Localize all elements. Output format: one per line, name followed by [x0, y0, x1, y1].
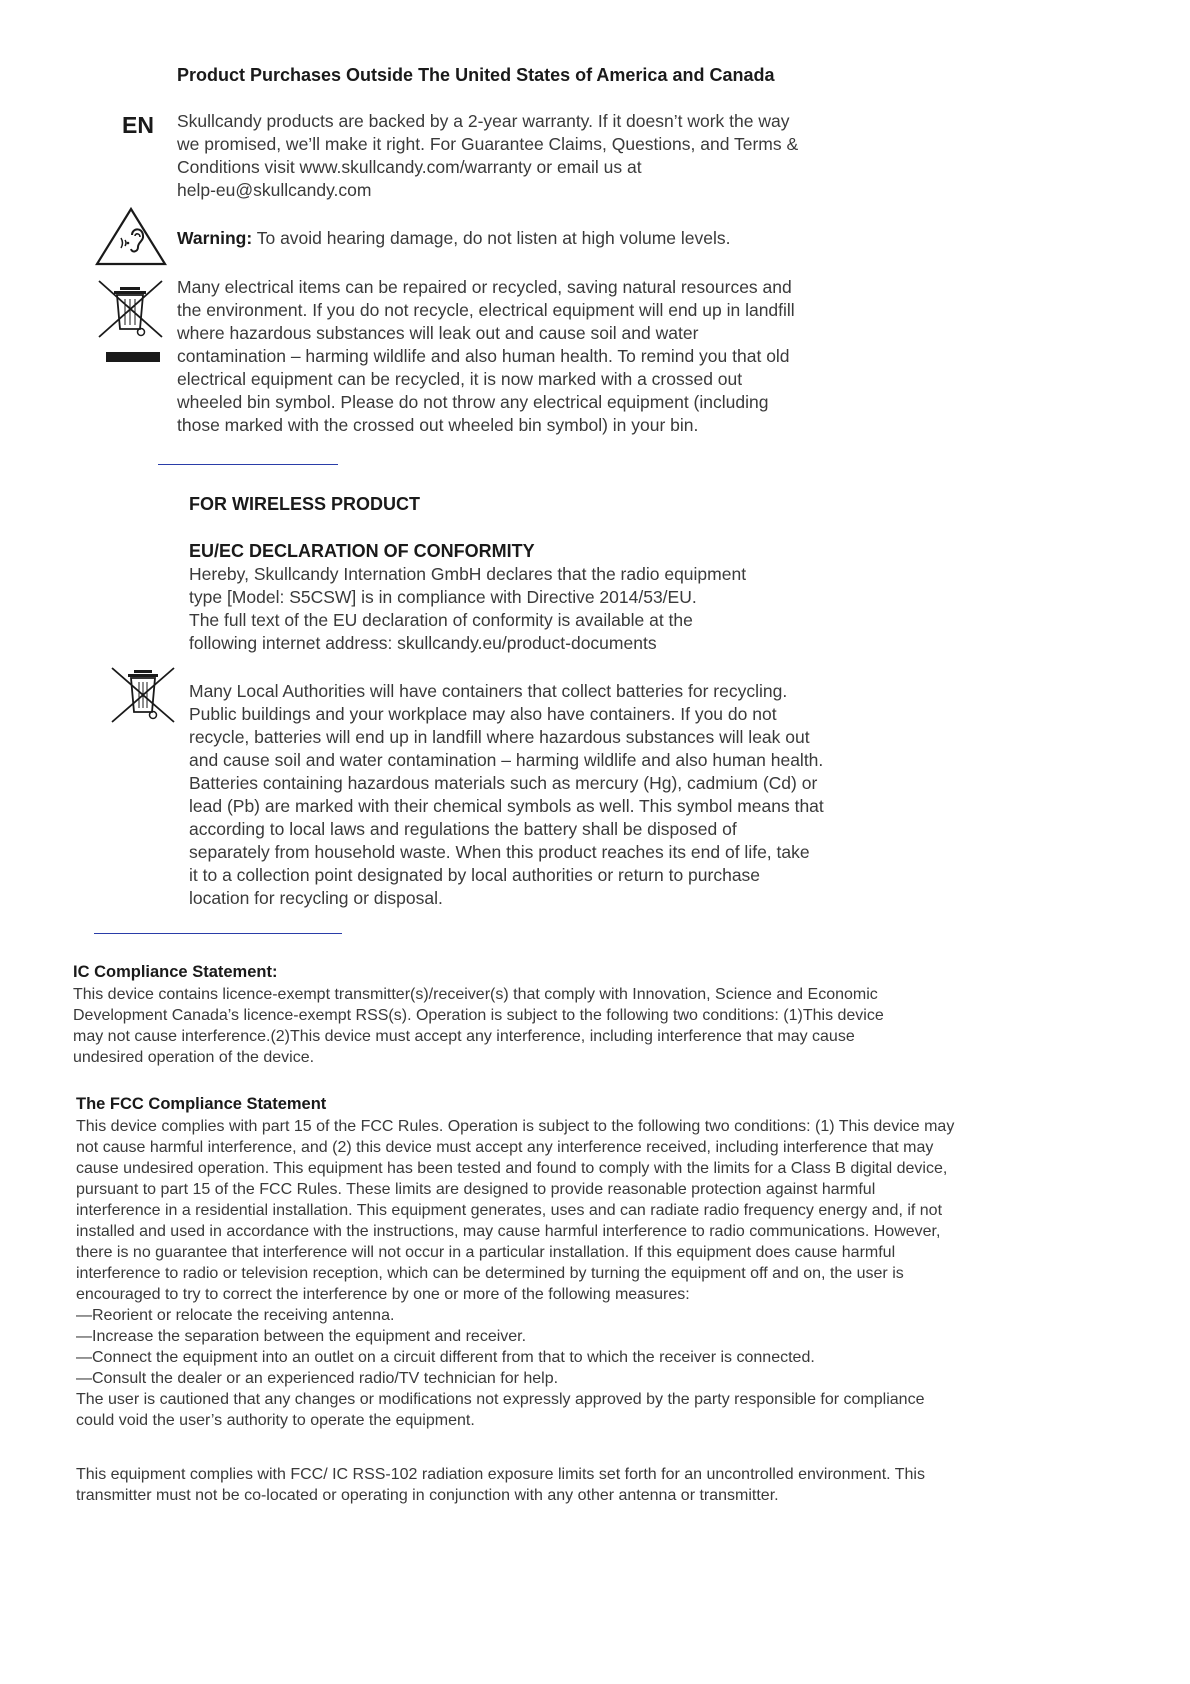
ic-line: undesired operation of the device.	[73, 1049, 315, 1066]
recycle-line: where hazardous substances will leak out and cause soil and water	[177, 323, 699, 343]
fcc-line: could void the user’s authority to operate the equipment.	[76, 1412, 475, 1429]
fcc-line: —Consult the dealer or an experienced radio/TV technician for help.	[76, 1370, 559, 1387]
battery-line: separately from household waste. When this product reaches its end of life, take	[189, 842, 810, 862]
warning-line	[177, 227, 730, 250]
fcc-line: installed and used in accordance with the instructions, may cause harmful interference to radio communications. However,	[76, 1223, 941, 1240]
ic-compliance-title: IC Compliance Statement:	[73, 963, 278, 981]
fcc-line: encouraged to try to correct the interference by one or more of the following measures:	[76, 1286, 690, 1303]
fcc-compliance-title: The FCC Compliance Statement	[76, 1095, 327, 1113]
warranty-line: we promised, we’ll make it right. For Guarantee Claims, Questions, and Terms &	[177, 134, 799, 154]
declaration-line: Hereby, Skullcandy Internation GmbH declares that the radio equipment	[189, 564, 747, 584]
battery-line: Many Local Authorities will have containers that collect batteries for recycling.	[189, 681, 788, 701]
battery-bin-icon	[110, 664, 178, 726]
ic-line: This device contains licence-exempt transmitter(s)/receiver(s) that comply with Innovation, Science and Economic	[73, 986, 878, 1003]
section-divider	[94, 933, 342, 934]
recycle-line: contamination – harming wildlife and also human health. To remind you that old	[177, 346, 790, 366]
declaration-line: The full text of the EU declaration of conformity is available at the	[189, 610, 693, 630]
rf-exposure-text	[76, 1464, 925, 1506]
warning-label: Warning:	[177, 228, 253, 248]
declaration-line: type [Model: S5CSW] is in compliance with Directive 2014/53/EU.	[189, 587, 697, 607]
ic-line: Development Canada’s licence-exempt RSS(s). Operation is subject to the following two conditions: (1)This device	[73, 1007, 884, 1024]
declaration-text	[189, 563, 746, 655]
hearing-warning-icon	[94, 206, 168, 268]
recycle-text	[177, 276, 795, 437]
warranty-line: Conditions visit www.skullcandy.com/warranty or email us at	[177, 157, 642, 177]
fcc-line: —Increase the separation between the equipment and receiver.	[76, 1328, 527, 1345]
fcc-line: interference to radio or television reception, which can be determined by turning the equipment off and on, the user is	[76, 1265, 904, 1282]
wireless-product-title: FOR WIRELESS PRODUCT	[189, 494, 421, 514]
fcc-line: The user is cautioned that any changes or modifications not expressly approved by the party responsible for compliance	[76, 1391, 925, 1408]
recycle-line: electrical equipment can be recycled, it is now marked with a crossed out	[177, 369, 743, 389]
warranty-text	[177, 110, 798, 202]
declaration-title: EU/EC DECLARATION OF CONFORMITY	[189, 541, 535, 561]
battery-line: recycle, batteries will end up in landfill where hazardous substances will leak out	[189, 727, 810, 747]
fcc-line: not cause harmful interference, and (2) this device must accept any interference received, including interference that may	[76, 1139, 934, 1156]
section-divider	[158, 464, 338, 465]
battery-text	[189, 680, 824, 910]
fcc-line: interference in a residential installation. This equipment generates, uses and can radiate radio frequency energy and, if not	[76, 1202, 943, 1219]
recycle-line: Many electrical items can be repaired or recycled, saving natural resources and	[177, 277, 792, 297]
fcc-line: —Reorient or relocate the receiving antenna.	[76, 1307, 395, 1324]
fcc-line: —Connect the equipment into an outlet on a circuit different from that to which the receiver is connected.	[76, 1349, 815, 1366]
battery-line: and cause soil and water contamination – harming wildlife and also human health.	[189, 750, 824, 770]
ic-compliance-text	[73, 984, 884, 1068]
declaration-line: following internet address: skullcandy.eu/product-documents	[189, 633, 657, 653]
fcc-line: cause undesired operation. This equipment has been tested and found to comply with the limits for a Class B digital device,	[76, 1160, 948, 1177]
battery-line: Batteries containing hazardous materials such as mercury (Hg), cadmium (Cd) or	[189, 773, 818, 793]
battery-line: lead (Pb) are marked with their chemical symbols as well. This symbol means that	[189, 796, 824, 816]
warning-text: To avoid hearing damage, do not listen at high volume levels.	[252, 228, 731, 248]
weee-bin-icon	[96, 275, 168, 371]
recycle-line: the environment. If you do not recycle, electrical equipment will end up in landfill	[177, 300, 795, 320]
recycle-line: wheeled bin symbol. Please do not throw any electrical equipment (including	[177, 392, 769, 412]
fcc-line: This device complies with part 15 of the FCC Rules. Operation is subject to the following two conditions: (1) This device may	[76, 1118, 955, 1135]
warranty-line: Skullcandy products are backed by a 2-year warranty. If it doesn’t work the way	[177, 111, 790, 131]
battery-line: location for recycling or disposal.	[189, 888, 443, 908]
fcc-line: there is no guarantee that interference will not occur in a particular installation. If this equipment does cause harmful	[76, 1244, 896, 1261]
battery-line: Public buildings and your workplace may also have containers. If you do not	[189, 704, 777, 724]
battery-line: according to local laws and regulations the battery shall be disposed of	[189, 819, 737, 839]
language-code: EN	[122, 112, 154, 138]
battery-line: it to a collection point designated by local authorities or return to purchase	[189, 865, 761, 885]
rf-line: This equipment complies with FCC/ IC RSS-102 radiation exposure limits set forth for an uncontrolled environment. This	[76, 1466, 925, 1483]
warranty-line: help-eu@skullcandy.com	[177, 180, 372, 200]
fcc-compliance-text	[76, 1116, 954, 1431]
fcc-line: pursuant to part 15 of the FCC Rules. These limits are designed to provide reasonable protection against harmful	[76, 1181, 876, 1198]
rf-line: transmitter must not be co-located or operating in conjunction with any other antenna or transmitter.	[76, 1487, 779, 1504]
ic-line: may not cause interference.(2)This device must accept any interference, including interference that may cause	[73, 1028, 855, 1045]
section-title-purchases: Product Purchases Outside The United States of America and Canada	[177, 65, 775, 85]
recycle-line: those marked with the crossed out wheeled bin symbol) in your bin.	[177, 415, 699, 435]
